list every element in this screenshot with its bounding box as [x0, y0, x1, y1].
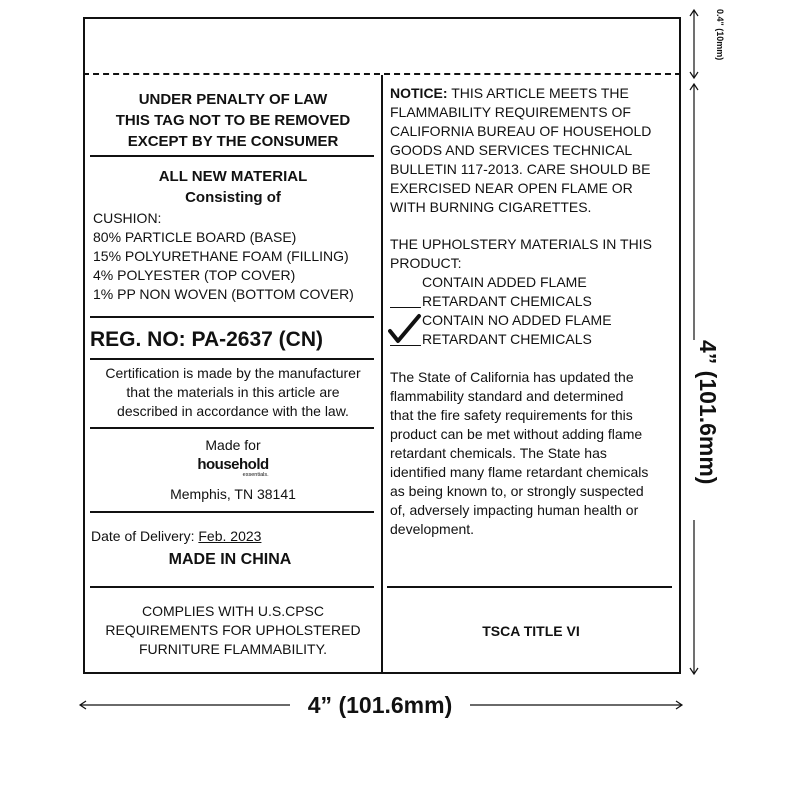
column-divider — [381, 75, 383, 674]
checkbox-blank-added — [390, 307, 421, 308]
made-for-label: Made for — [205, 437, 261, 453]
compliance-line: FURNITURE FLAMMABILITY. — [139, 641, 327, 657]
notice-line: BULLETIN 117-2013. CARE SHOULD BE — [390, 161, 651, 177]
statement-line: identified many flame retardant chemicals — [390, 464, 649, 480]
divider — [90, 316, 374, 318]
statement-line: flammability standard and determined — [390, 388, 624, 404]
composition-item: 1% PP NON WOVEN (BOTTOM COVER) — [93, 286, 354, 302]
divider — [90, 427, 374, 429]
brand-logo — [85, 457, 381, 481]
brand-subtitle: essentials. — [242, 472, 269, 478]
composition-item: 80% PARTICLE BOARD (BASE) — [93, 229, 297, 245]
certification-line: Certification is made by the manufacturer — [105, 365, 361, 381]
penalty-line: EXCEPT BY THE CONSUMER — [127, 133, 339, 150]
width-dimension-label: 4” (101.6mm) — [307, 692, 453, 718]
statement-line: development. — [390, 521, 475, 537]
penalty-notice — [85, 89, 381, 152]
upholstery-text — [390, 235, 678, 273]
top-strip-dimension-text: 0.4" (10mm) — [715, 9, 725, 61]
certification-line: that the materials in this article are — [126, 384, 340, 400]
notice-line: EXERCISED NEAR OPEN FLAME OR — [390, 180, 633, 196]
top-strip-dimension-arrow — [684, 8, 704, 80]
penalty-line: THIS TAG NOT TO BE REMOVED — [115, 112, 351, 129]
notice-text — [390, 84, 678, 217]
divider — [90, 358, 374, 360]
top-strip-dimension-label — [714, 9, 726, 79]
brand-name: household — [197, 456, 269, 473]
delivery-label: Date of Delivery: — [91, 528, 199, 544]
option-line: CONTAIN NO ADDED FLAME — [422, 312, 612, 328]
statement-line: retardant chemicals. The State has — [390, 445, 607, 461]
cushion-label: CUSHION: — [93, 210, 162, 226]
option-line: CONTAIN ADDED FLAME — [422, 274, 587, 290]
option-line: RETARDANT CHEMICALS — [422, 331, 592, 347]
statement-line: of, adversely impacting human health or — [390, 502, 639, 518]
height-dimension-text: 4” (101.6mm) — [695, 340, 721, 485]
statement-line: that the fire safety requirements for this — [390, 407, 633, 423]
composition-item: 15% POLYURETHANE FOAM (FILLING) — [93, 248, 349, 264]
reg-number: REG. NO: PA-2637 (CN) — [90, 328, 323, 351]
penalty-line: UNDER PENALTY OF LAW — [138, 91, 328, 108]
compliance-line: REQUIREMENTS FOR UPHOLSTERED — [105, 622, 361, 638]
divider — [90, 586, 374, 588]
divider — [90, 155, 374, 157]
statement-line: The State of California has updated the — [390, 369, 634, 385]
notice-label: NOTICE: — [390, 85, 448, 101]
material-heading — [85, 166, 381, 208]
notice-line: CALIFORNIA BUREAU OF HOUSEHOLD — [390, 123, 652, 139]
divider — [387, 586, 672, 588]
material-title: ALL NEW MATERIAL — [158, 168, 308, 185]
notice-line: WITH BURNING CIGARETTES. — [390, 199, 592, 215]
compliance-text — [85, 602, 381, 659]
notice-line: FLAMMABILITY REQUIREMENTS OF — [390, 104, 631, 120]
certification-line: described in accordance with the law. — [117, 403, 349, 419]
option-line: RETARDANT CHEMICALS — [422, 293, 592, 309]
notice-line: GOODS AND SERVICES TECHNICAL — [390, 142, 633, 158]
made-in-country: MADE IN CHINA — [168, 551, 292, 568]
divider — [90, 511, 374, 513]
compliance-line: COMPLIES WITH U.S.CPSC — [141, 603, 325, 619]
option-no-added-flame — [422, 311, 612, 349]
checkmark-icon — [388, 313, 422, 345]
certification-text — [85, 364, 381, 421]
notice-line: THIS ARTICLE MEETS THE — [447, 85, 629, 101]
composition-list — [93, 209, 379, 304]
consisting-of: Consisting of — [185, 189, 281, 206]
upholstery-line: PRODUCT: — [390, 255, 462, 271]
delivery-date: Feb. 2023 — [198, 528, 262, 544]
delivery-date-row — [91, 527, 261, 546]
city-address: Memphis, TN 38141 — [170, 486, 296, 502]
composition-item: 4% POLYESTER (TOP COVER) — [93, 267, 296, 283]
checkbox-blank-no-added — [390, 345, 421, 346]
height-dimension-label — [694, 340, 724, 520]
tsca-title: TSCA TITLE VI — [482, 623, 580, 639]
california-statement — [390, 368, 678, 539]
option-added-flame — [422, 273, 592, 311]
statement-line: as being known to, or strongly suspected — [390, 483, 644, 499]
upholstery-line: THE UPHOLSTERY MATERIALS IN THIS — [390, 236, 652, 252]
statement-line: product can be met without adding flame — [390, 426, 643, 442]
